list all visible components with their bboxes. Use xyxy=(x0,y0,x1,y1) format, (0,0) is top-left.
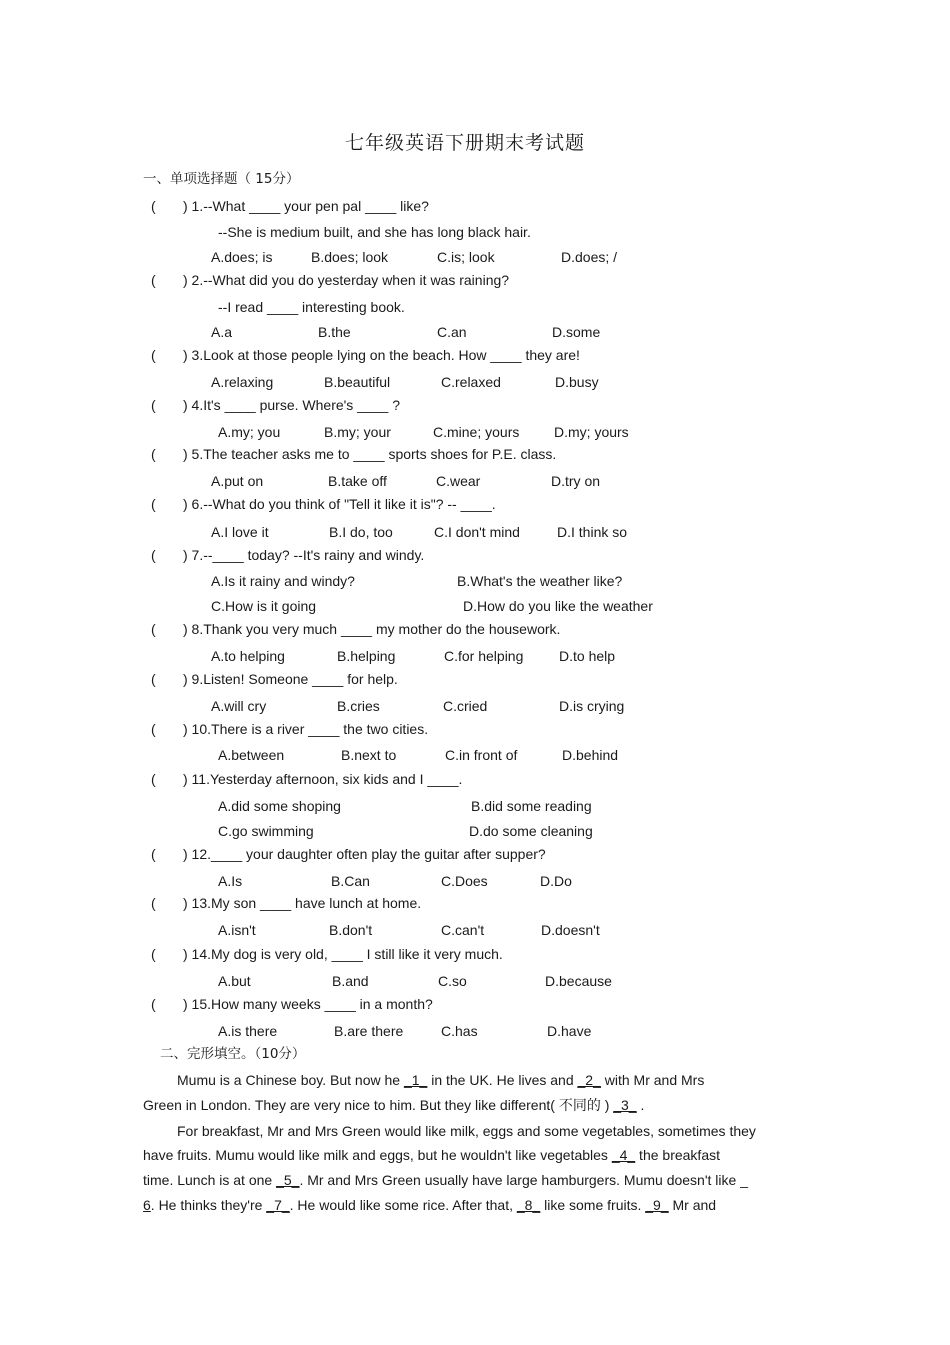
cloze-text: have fruits. Mumu would like milk and eggs, but he wouldn't like vegetables xyxy=(143,1147,612,1163)
option-b: B.beautiful xyxy=(324,374,391,390)
answer-paren: ( xyxy=(151,996,156,1012)
question-stem: ) 10.There is a river ____ the two cities. xyxy=(183,721,429,737)
option-d: D.have xyxy=(547,1023,592,1039)
option-b: B.Can xyxy=(331,873,370,889)
option-a: A.does; is xyxy=(211,249,273,265)
option-d: D.busy xyxy=(555,374,599,390)
option-d: D.my; yours xyxy=(554,424,629,440)
option-c: C.an xyxy=(437,324,467,340)
cloze-line xyxy=(143,1196,803,1214)
answer-paren: ( xyxy=(151,671,156,687)
question-stem: ) 9.Listen! Someone ____ for help. xyxy=(183,671,398,687)
answer-paren: ( xyxy=(151,397,156,413)
option-a: A.is there xyxy=(218,1023,278,1039)
option-a: A.Is it rainy and windy? xyxy=(211,573,355,589)
cloze-text: . xyxy=(636,1097,645,1113)
cloze-blank: _8_ xyxy=(516,1197,541,1213)
cloze-line xyxy=(143,1096,803,1114)
cloze-blank: 6 xyxy=(143,1197,151,1213)
option-a: A.did some shoping xyxy=(218,798,341,814)
cloze-text: with Mr and Mrs xyxy=(600,1072,705,1088)
question-stem: ) 8.Thank you very much ____ my mother do the housework. xyxy=(183,621,561,637)
option-c: C.cried xyxy=(443,698,488,714)
option-b: B.does; look xyxy=(311,249,389,265)
section1-heading: 一、单项选择题（ 15分） xyxy=(143,171,300,187)
cloze-text: . He thinks they're xyxy=(150,1197,267,1213)
cloze-blank: _1_ xyxy=(403,1072,428,1088)
option-c: C.is; look xyxy=(437,249,495,265)
question-dialog-line: --I read ____ interesting book. xyxy=(218,299,405,315)
option-c: C.relaxed xyxy=(441,374,501,390)
question-stem: ) 1.--What ____ your pen pal ____ like? xyxy=(183,198,429,214)
cloze-text: For breakfast, Mr and Mrs Green would like milk, eggs and some vegetables, sometimes they xyxy=(177,1123,756,1139)
option-d: D.I think so xyxy=(557,524,628,540)
cloze-blank: _4_ xyxy=(611,1147,636,1163)
question-stem: ) 12.____ your daughter often play the guitar after supper? xyxy=(183,846,546,862)
cloze-blank: _2_ xyxy=(577,1072,601,1088)
cloze-line xyxy=(143,1146,803,1164)
option-c: C.I don't mind xyxy=(434,524,520,540)
cloze-text: Green in London. They are very nice to him. But they like different( 不同的 ) xyxy=(143,1097,614,1113)
answer-paren: ( xyxy=(151,946,156,962)
option-d: D.because xyxy=(545,973,612,989)
option-d: D.to help xyxy=(559,648,616,664)
option-a: A.Is xyxy=(218,873,243,889)
cloze-text: Mumu is a Chinese boy. But now he xyxy=(177,1072,404,1088)
cloze-text: Mr and xyxy=(668,1197,717,1213)
option-a: A.will cry xyxy=(211,698,267,714)
answer-paren: ( xyxy=(151,846,156,862)
option-b: B.my; your xyxy=(324,424,391,440)
option-a: A.I love it xyxy=(211,524,269,540)
option-a: A.isn't xyxy=(218,922,256,938)
question-stem: ) 7.--____ today? --It's rainy and windy. xyxy=(183,547,425,563)
option-a: A.between xyxy=(218,747,285,763)
option-c: C.so xyxy=(438,973,467,989)
cloze-text: the breakfast xyxy=(635,1147,720,1163)
page-title: 七年级英语下册期末考试题 xyxy=(344,132,585,154)
option-b: B.helping xyxy=(337,648,396,664)
question-stem: ) 3.Look at those people lying on the beach. How ____ they are! xyxy=(183,347,580,363)
question-stem: ) 6.--What do you think of "Tell it like it is"? -- ____. xyxy=(183,496,496,512)
question-dialog-line: --She is medium built, and she has long black hair. xyxy=(218,224,531,240)
option-a: A.to helping xyxy=(211,648,285,664)
option-c: C.go swimming xyxy=(218,823,314,839)
option-a: A.relaxing xyxy=(211,374,274,390)
option-a: A.a xyxy=(211,324,233,340)
option-a: A.but xyxy=(218,973,251,989)
option-c: C.can't xyxy=(441,922,485,938)
answer-paren: ( xyxy=(151,496,156,512)
option-d: D.try on xyxy=(551,473,601,489)
cloze-text: . Mr and Mrs Green usually have large hamburgers. Mumu doesn't like _ xyxy=(299,1172,748,1188)
cloze-text: in the UK. He lives and xyxy=(427,1072,578,1088)
question-stem: ) 11.Yesterday afternoon, six kids and I ____. xyxy=(183,771,463,787)
option-d: D.Do xyxy=(540,873,572,889)
answer-paren: ( xyxy=(151,446,156,462)
option-d: D.is crying xyxy=(559,698,625,714)
option-d: D.some xyxy=(552,324,601,340)
cloze-line xyxy=(177,1071,837,1089)
answer-paren: ( xyxy=(151,771,156,787)
question-stem: ) 2.--What did you do yesterday when it was raining? xyxy=(183,272,510,288)
question-stem: ) 13.My son ____ have lunch at home. xyxy=(183,895,422,911)
cloze-line xyxy=(143,1171,803,1189)
cloze-blank: _9_ xyxy=(645,1197,669,1213)
question-stem: ) 15.How many weeks ____ in a month? xyxy=(183,996,433,1012)
option-b: B.don't xyxy=(329,922,373,938)
question-stem: ) 4.It's ____ purse. Where's ____ ? xyxy=(183,397,401,413)
cloze-blank: _7_ xyxy=(266,1197,290,1213)
answer-paren: ( xyxy=(151,621,156,637)
section2-heading: 二、完形填空。（10分） xyxy=(160,1046,306,1062)
option-c: C.in front of xyxy=(445,747,518,763)
answer-paren: ( xyxy=(151,895,156,911)
question-stem: ) 14.My dog is very old, ____ I still like it very much. xyxy=(183,946,503,962)
option-b: B.What's the weather like? xyxy=(457,573,623,589)
option-d: D.How do you like the weather xyxy=(463,598,653,614)
option-a: A.put on xyxy=(211,473,264,489)
option-d: D.behind xyxy=(562,747,619,763)
option-b: B.cries xyxy=(337,698,380,714)
option-b: B.the xyxy=(318,324,351,340)
option-c: C.wear xyxy=(436,473,481,489)
answer-paren: ( xyxy=(151,347,156,363)
cloze-text: . He would like some rice. After that, xyxy=(289,1197,517,1213)
option-b: B.take off xyxy=(328,473,387,489)
option-d: D.does; / xyxy=(561,249,618,265)
cloze-line xyxy=(177,1122,837,1140)
cloze-text: time. Lunch is at one xyxy=(143,1172,277,1188)
answer-paren: ( xyxy=(151,721,156,737)
option-c: C.Does xyxy=(441,873,488,889)
option-c: C.for helping xyxy=(444,648,524,664)
cloze-text: like some fruits. xyxy=(540,1197,646,1213)
option-c: C.has xyxy=(441,1023,478,1039)
option-b: B.did some reading xyxy=(471,798,592,814)
option-b: B.are there xyxy=(334,1023,404,1039)
answer-paren: ( xyxy=(151,547,156,563)
cloze-blank: _5_ xyxy=(276,1172,300,1188)
cloze-blank: _3_ xyxy=(613,1097,637,1113)
option-d: D.do some cleaning xyxy=(469,823,593,839)
option-a: A.my; you xyxy=(218,424,281,440)
answer-paren: ( xyxy=(151,272,156,288)
option-d: D.doesn't xyxy=(541,922,600,938)
option-b: B.and xyxy=(332,973,369,989)
option-c: C.mine; yours xyxy=(433,424,520,440)
option-b: B.I do, too xyxy=(329,524,393,540)
option-c: C.How is it going xyxy=(211,598,317,614)
answer-paren: ( xyxy=(151,198,156,214)
option-b: B.next to xyxy=(341,747,397,763)
question-stem: ) 5.The teacher asks me to ____ sports shoes for P.E. class. xyxy=(183,446,557,462)
